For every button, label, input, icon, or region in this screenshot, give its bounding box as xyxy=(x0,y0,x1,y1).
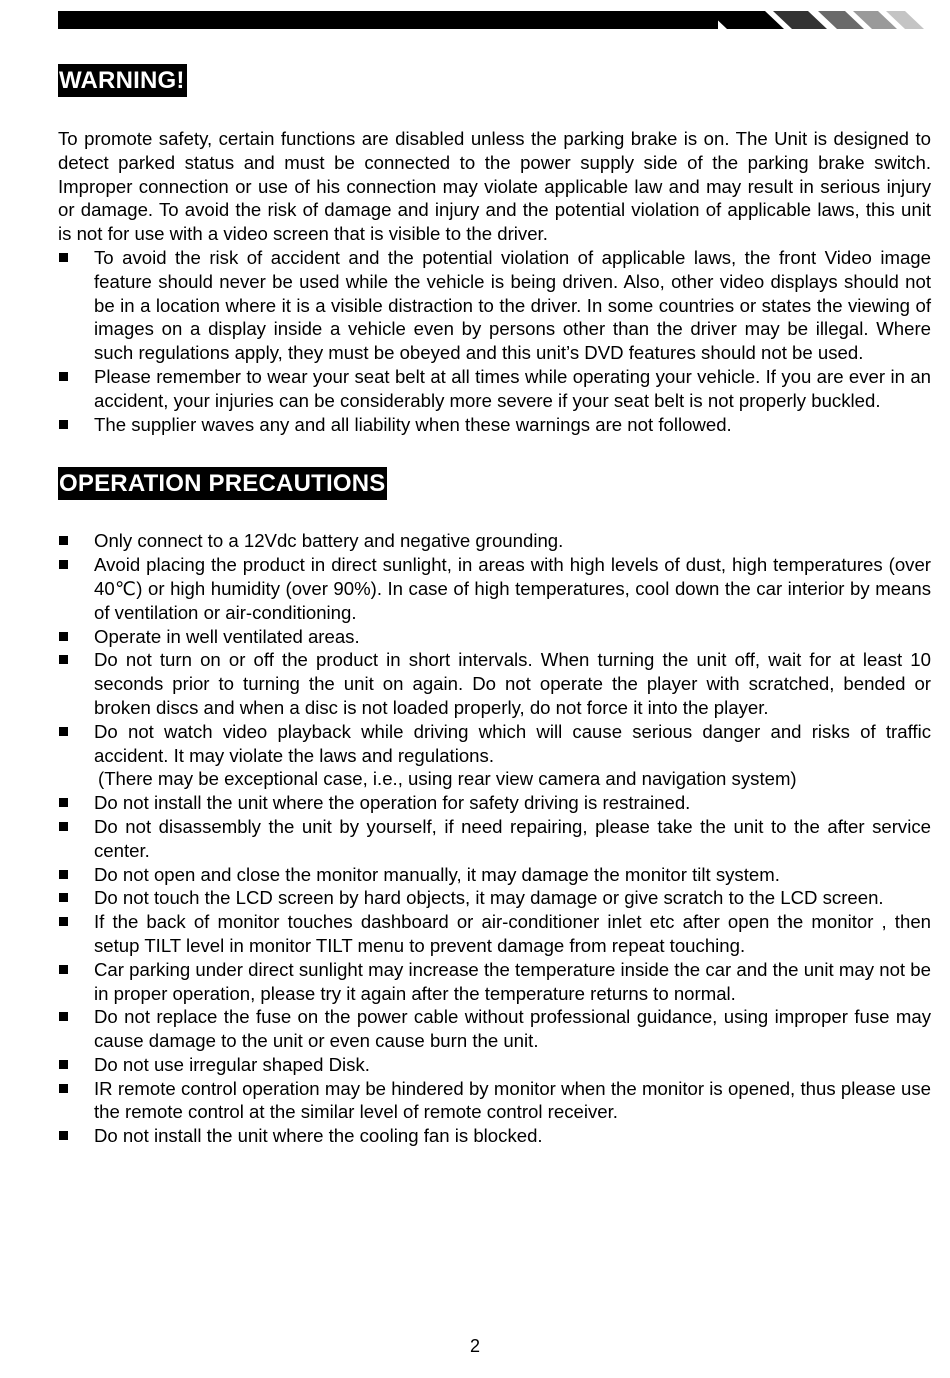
list-item: Only connect to a 12Vdc battery and negative grounding. xyxy=(58,529,931,553)
bullet-square-icon xyxy=(59,253,68,262)
bullet-square-icon xyxy=(59,1084,68,1093)
list-item: Do not open and close the monitor manually, it may damage the monitor tilt system. xyxy=(58,863,931,887)
precautions-note: (There may be exceptional case, i.e., using rear view camera and navigation system) xyxy=(98,768,797,790)
page-content xyxy=(58,60,931,1148)
bullet-square-icon xyxy=(59,893,68,902)
operation-precautions-heading: OPERATION PRECAUTIONS xyxy=(58,467,387,500)
bullet-square-icon xyxy=(59,560,68,569)
list-item: IR remote control operation may be hindered by monitor when the monitor is opened, thus please use the remote control at the similar level of remote control receiver. xyxy=(58,1077,931,1125)
bullet-square-icon xyxy=(59,632,68,641)
bullet-square-icon xyxy=(59,372,68,381)
list-item: If the back of monitor touches dashboard or air-conditioner inlet etc after open the monitor , then setup TILT level in monitor TILT menu to prevent damage from repeat touching. xyxy=(58,910,931,958)
list-item: Avoid placing the product in direct sunlight, in areas with high levels of dust, high temperatures (over 40℃) or high humidity (over 90%). In case of high temperatures, cool down the car interior by means of ventilation or air-conditioning. xyxy=(58,553,931,624)
bullet-square-icon xyxy=(59,798,68,807)
list-item: To avoid the risk of accident and the potential violation of applicable laws, the front Video image feature should never be used while the vehicle is being driven. Also, other video displays should not be in a location where it is a visible distraction to the driver. In some countries or states the viewing of images on a display inside a vehicle even by persons other than the driver may be illegal. Where such regulations apply, they must be obeyed and this unit’s DVD features should not be used. xyxy=(58,246,931,365)
bullet-square-icon xyxy=(59,655,68,664)
bullet-square-icon xyxy=(59,420,68,429)
warning-heading: WARNING! xyxy=(58,64,187,97)
header-decorative-bar xyxy=(0,0,950,40)
list-item: Do not turn on or off the product in short intervals. When turning the unit off, wait for at least 10 seconds prior to turning the unit on again. Do not operate the player with scratched, bended or broken discs and when a disc is not loaded properly, do not force it into the player. xyxy=(58,648,931,719)
list-item: Do not use irregular shaped Disk. xyxy=(58,1053,931,1077)
bullet-square-icon xyxy=(59,870,68,879)
bullet-square-icon xyxy=(59,965,68,974)
list-item: Do not disassembly the unit by yourself, if need repairing, please take the unit to the after service center. xyxy=(58,815,931,863)
precautions-bullet-list-continued xyxy=(58,791,931,1148)
list-item: Operate in well ventilated areas. xyxy=(58,625,931,649)
list-item: Car parking under direct sunlight may increase the temperature inside the car and the unit may not be in proper operation, please try it again after the temperature returns to normal. xyxy=(58,958,931,1006)
list-item: Do not replace the fuse on the power cable without professional guidance, using improper fuse may cause damage to the unit or even cause burn the unit. xyxy=(58,1005,931,1053)
precautions-bullet-list xyxy=(58,529,931,767)
list-item: Do not touch the LCD screen by hard objects, it may damage or give scratch to the LCD screen. xyxy=(58,886,931,910)
list-item: Do not install the unit where the cooling fan is blocked. xyxy=(58,1124,931,1148)
bullet-square-icon xyxy=(59,917,68,926)
warning-bullet-list xyxy=(58,246,931,436)
list-item: Do not install the unit where the operation for safety driving is restrained. xyxy=(58,791,931,815)
bullet-square-icon xyxy=(59,536,68,545)
list-item: Do not watch video playback while driving which will cause serious danger and risks of traffic accident. It may violate the laws and regulations. xyxy=(58,720,931,768)
page-number: 2 xyxy=(469,1336,480,1356)
list-item: The supplier waves any and all liability when these warnings are not followed. xyxy=(58,413,931,437)
bullet-square-icon xyxy=(59,1060,68,1069)
bullet-square-icon xyxy=(59,1131,68,1140)
list-item: Please remember to wear your seat belt at all times while operating your vehicle. If you are ever in an accident, your injuries can be considerably more severe if your seat belt is not properly buckled. xyxy=(58,365,931,413)
bullet-square-icon xyxy=(59,822,68,831)
bullet-square-icon xyxy=(59,1012,68,1021)
bullet-square-icon xyxy=(59,727,68,736)
warning-intro-paragraph: To promote safety, certain functions are disabled unless the parking brake is on. The Unit is designed to detect parked status and must be connected to the power supply side of the parking brake switch. Improper connection or use of his connection may violate applicable law and may result in serious injury or damage. To avoid the risk of damage and injury and the potential violation of applicable laws, this unit is not for use with a video screen that is visible to the driver. xyxy=(58,128,931,245)
